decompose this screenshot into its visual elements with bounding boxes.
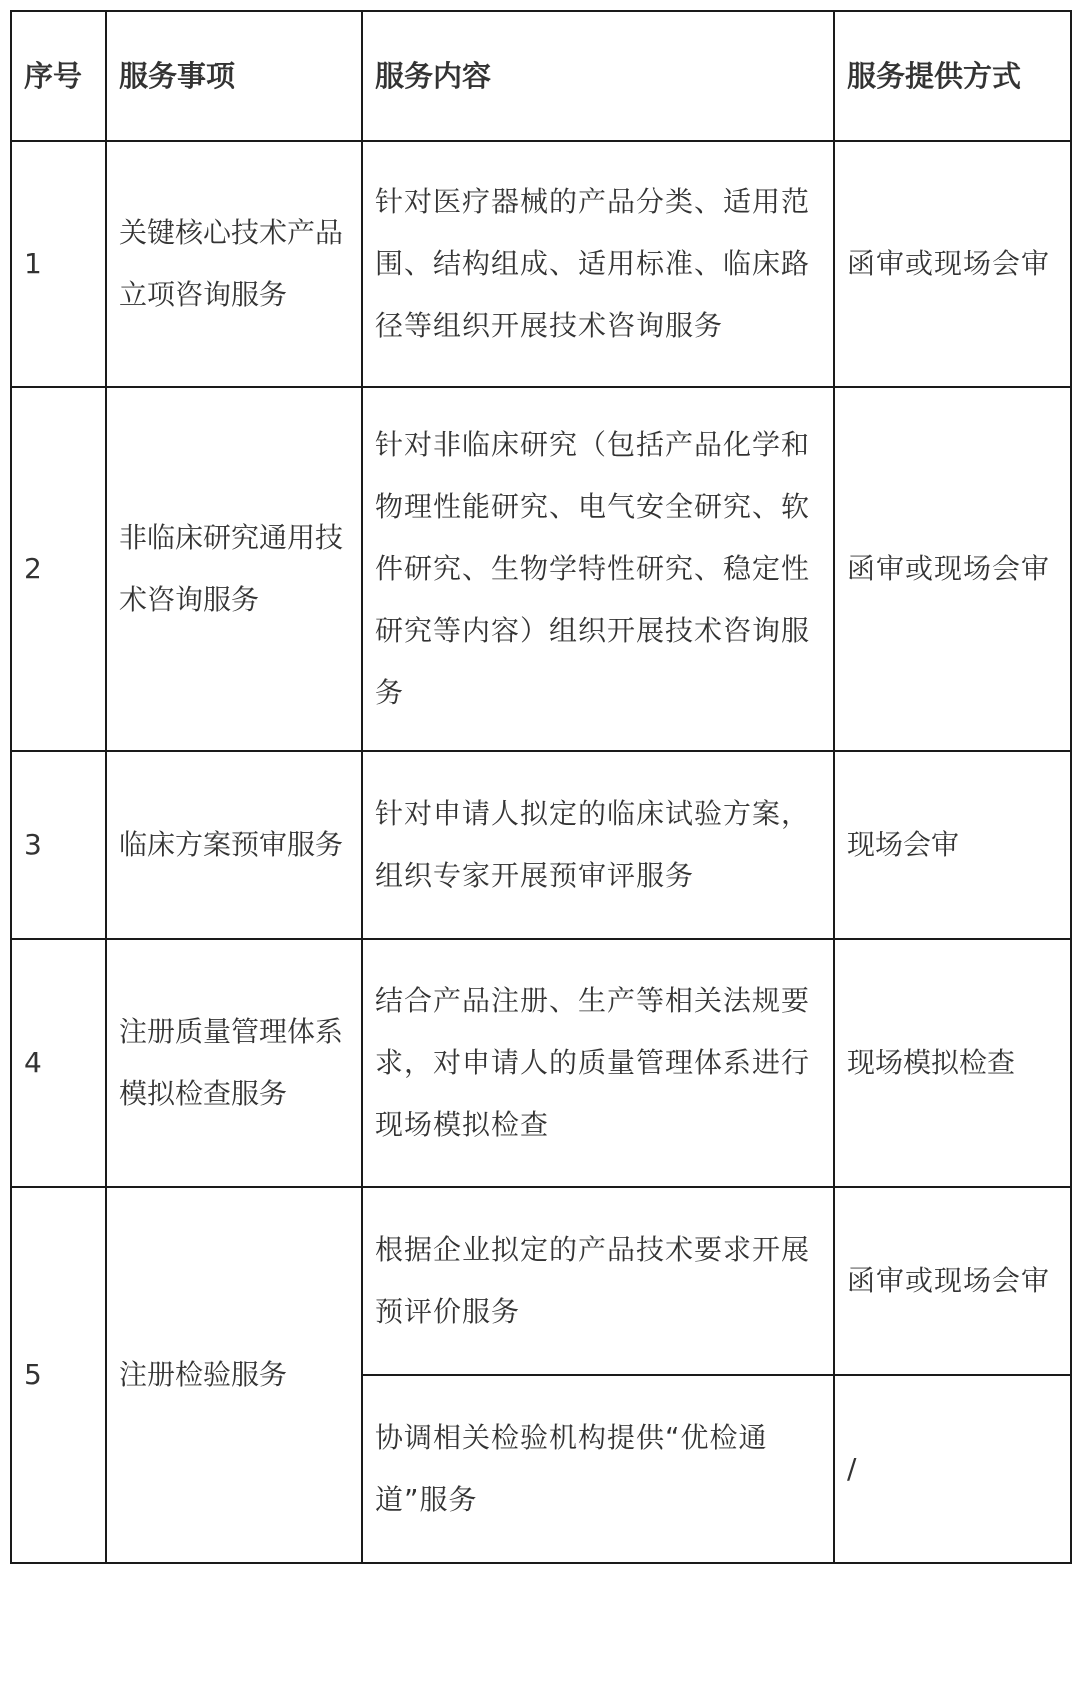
header-service-content: 服务内容	[362, 11, 834, 141]
row-index: 2	[11, 387, 106, 751]
row-service-item: 注册检验服务	[106, 1187, 362, 1563]
header-service-item: 服务事项	[106, 11, 362, 141]
table-row	[11, 751, 1071, 939]
row-index: 1	[11, 141, 106, 387]
row-service-content: 协调相关检验机构提供“优检通道”服务	[362, 1375, 834, 1563]
row-service-content: 结合产品注册、生产等相关法规要求，对申请人的质量管理体系进行现场模拟检查	[362, 939, 834, 1187]
row-service-item: 临床方案预审服务	[106, 751, 362, 939]
service-table	[10, 10, 1072, 1564]
row-service-content: 针对医疗器械的产品分类、适用范围、结构组成、适用标准、临床路径等组织开展技术咨询服务	[362, 141, 834, 387]
row-index: 4	[11, 939, 106, 1187]
row-service-item: 注册质量管理体系模拟检查服务	[106, 939, 362, 1187]
row-service-method: 现场模拟检查	[834, 939, 1071, 1187]
table-row	[11, 387, 1071, 751]
table-row	[11, 939, 1071, 1187]
table-row	[11, 141, 1071, 387]
header-index: 序号	[11, 11, 106, 141]
row-service-content: 根据企业拟定的产品技术要求开展预评价服务	[362, 1187, 834, 1375]
row-service-method: 函审或现场会审	[834, 387, 1071, 751]
table-row	[11, 1187, 1071, 1375]
table-header-row	[11, 11, 1071, 141]
row-service-item: 关键核心技术产品立项咨询服务	[106, 141, 362, 387]
row-service-content: 针对非临床研究（包括产品化学和物理性能研究、电气安全研究、软件研究、生物学特性研究、稳定性研究等内容）组织开展技术咨询服务	[362, 387, 834, 751]
row-service-content: 针对申请人拟定的临床试验方案，组织专家开展预审评服务	[362, 751, 834, 939]
row-service-method: 函审或现场会审	[834, 141, 1071, 387]
row-service-method: 现场会审	[834, 751, 1071, 939]
row-index: 5	[11, 1187, 106, 1563]
row-service-method: 函审或现场会审	[834, 1187, 1071, 1375]
header-service-method: 服务提供方式	[834, 11, 1071, 141]
row-service-item: 非临床研究通用技术咨询服务	[106, 387, 362, 751]
row-service-method: /	[834, 1375, 1071, 1563]
row-index: 3	[11, 751, 106, 939]
